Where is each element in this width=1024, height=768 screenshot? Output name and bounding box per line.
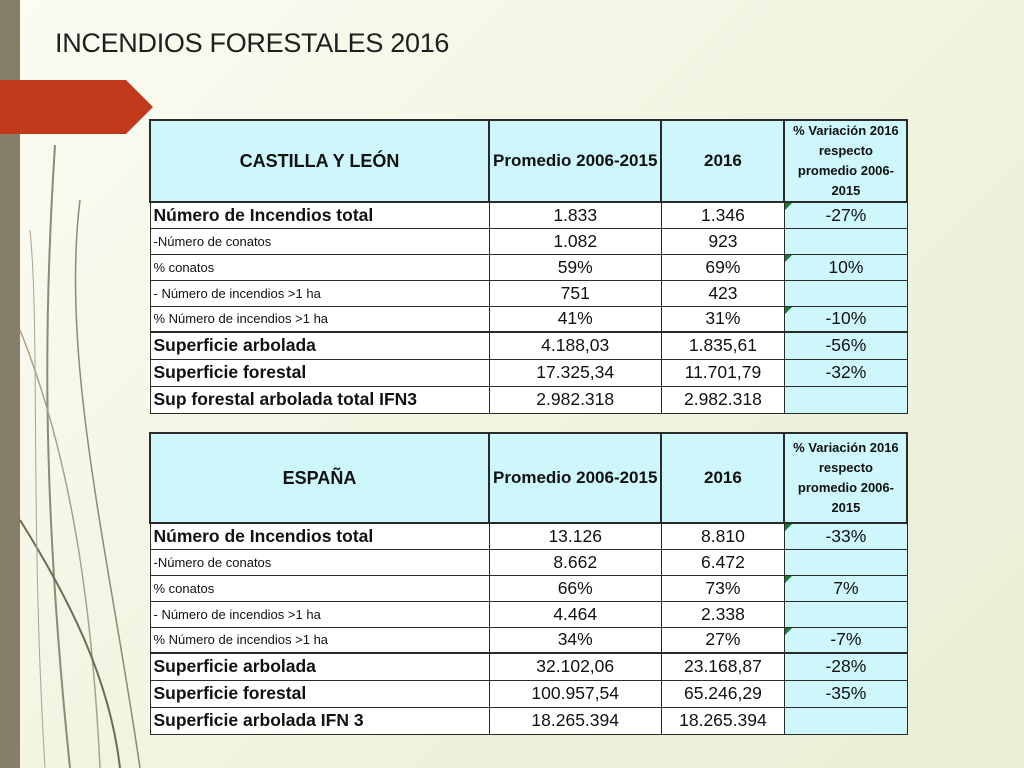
table-row: [150, 549, 907, 575]
row-label: Superficie forestal: [150, 680, 489, 707]
table-row: [150, 627, 907, 653]
avg-header: Promedio 2006-2015: [489, 433, 661, 523]
row-label: % Número de incendios >1 ha: [150, 306, 489, 332]
year-value: 2.982.318: [661, 386, 784, 413]
year-value: 69%: [661, 254, 784, 280]
table-row: [150, 202, 907, 228]
avg-value: 13.126: [489, 523, 661, 549]
avg-value: 41%: [489, 306, 661, 332]
avg-value: 751: [489, 280, 661, 306]
variation-value: -35%: [784, 680, 907, 707]
variation-value: 10%: [784, 254, 907, 280]
table-row: [150, 575, 907, 601]
year-value: 31%: [661, 306, 784, 332]
avg-value: 18.265.394: [489, 707, 661, 734]
row-label: Superficie arbolada: [150, 653, 489, 680]
avg-value: 1.082: [489, 228, 661, 254]
variation-value: -27%: [784, 202, 907, 228]
row-label: % conatos: [150, 575, 489, 601]
year-header: 2016: [661, 433, 784, 523]
table-row: [150, 680, 907, 707]
cyl-table: [149, 119, 908, 414]
table-row: [150, 228, 907, 254]
avg-value: 2.982.318: [489, 386, 661, 413]
year-header: 2016: [661, 120, 784, 202]
year-value: 23.168,87: [661, 653, 784, 680]
year-value: 8.810: [661, 523, 784, 549]
variation-value: -32%: [784, 359, 907, 386]
avg-value: 100.957,54: [489, 680, 661, 707]
row-label: -Número de conatos: [150, 549, 489, 575]
variation-value: -7%: [784, 627, 907, 653]
year-value: 1.346: [661, 202, 784, 228]
avg-value: 59%: [489, 254, 661, 280]
row-label: Sup forestal arbolada total IFN3: [150, 386, 489, 413]
row-label: Superficie forestal: [150, 359, 489, 386]
table-row: [150, 707, 907, 734]
avg-value: 17.325,34: [489, 359, 661, 386]
page-title: INCENDIOS FORESTALES 2016: [55, 28, 450, 58]
variation-header: % Variación 2016 respecto promedio 2006-2015: [784, 433, 907, 523]
avg-value: 66%: [489, 575, 661, 601]
year-value: 18.265.394: [661, 707, 784, 734]
row-label: Superficie arbolada IFN 3: [150, 707, 489, 734]
avg-value: 4.188,03: [489, 332, 661, 359]
esp-table: [149, 432, 908, 735]
variation-value: -56%: [784, 332, 907, 359]
table-row: [150, 306, 907, 332]
region-header: CASTILLA Y LEÓN: [150, 120, 489, 202]
row-label: - Número de incendios >1 ha: [150, 280, 489, 306]
year-value: 423: [661, 280, 784, 306]
variation-value: 7%: [784, 575, 907, 601]
region-header: ESPAÑA: [150, 433, 489, 523]
year-value: 2.338: [661, 601, 784, 627]
variation-value: [784, 280, 907, 306]
row-label: % conatos: [150, 254, 489, 280]
year-value: 1.835,61: [661, 332, 784, 359]
table-row: [150, 386, 907, 413]
table-row: [150, 653, 907, 680]
year-value: 73%: [661, 575, 784, 601]
variation-value: -33%: [784, 523, 907, 549]
row-label: Número de Incendios total: [150, 202, 489, 228]
variation-value: [784, 386, 907, 413]
variation-value: -28%: [784, 653, 907, 680]
table-row: [150, 332, 907, 359]
year-value: 65.246,29: [661, 680, 784, 707]
table-row: [150, 254, 907, 280]
row-label: Número de Incendios total: [150, 523, 489, 549]
year-value: 11.701,79: [661, 359, 784, 386]
table-header-row: [150, 120, 907, 202]
table-row: [150, 359, 907, 386]
year-value: 27%: [661, 627, 784, 653]
row-label: % Número de incendios >1 ha: [150, 627, 489, 653]
table-row: [150, 523, 907, 549]
variation-value: [784, 707, 907, 734]
year-value: 923: [661, 228, 784, 254]
avg-value: 4.464: [489, 601, 661, 627]
variation-value: [784, 601, 907, 627]
table-row: [150, 601, 907, 627]
row-label: Superficie arbolada: [150, 332, 489, 359]
row-label: - Número de incendios >1 ha: [150, 601, 489, 627]
arrow-banner: [0, 80, 153, 134]
year-value: 6.472: [661, 549, 784, 575]
avg-value: 8.662: [489, 549, 661, 575]
row-label: -Número de conatos: [150, 228, 489, 254]
avg-value: 1.833: [489, 202, 661, 228]
variation-value: [784, 228, 907, 254]
table-header-row: [150, 433, 907, 523]
variation-value: -10%: [784, 306, 907, 332]
avg-header: Promedio 2006-2015: [489, 120, 661, 202]
avg-value: 34%: [489, 627, 661, 653]
avg-value: 32.102,06: [489, 653, 661, 680]
table-row: [150, 280, 907, 306]
variation-value: [784, 549, 907, 575]
variation-header: % Variación 2016 respecto promedio 2006-2015: [784, 120, 907, 202]
